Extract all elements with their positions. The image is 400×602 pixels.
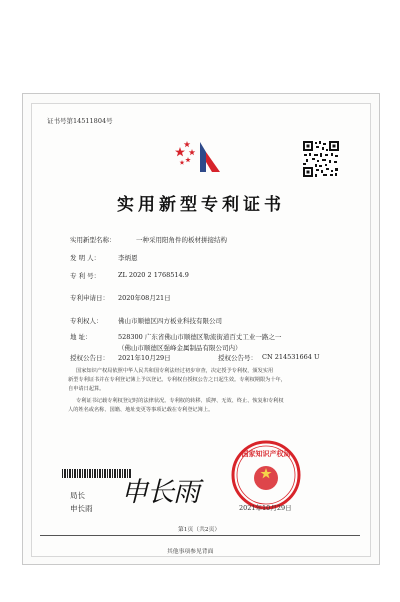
utility-model-name-value: 一种采用阳角件的板材拼接结构 bbox=[136, 236, 227, 244]
address-line-2: （佛山市顺德区强峰金属制品有限公司内） bbox=[118, 344, 242, 352]
patentee-value: 佛山市顺德区四方板业科技有限公司 bbox=[118, 317, 222, 325]
seal-date: 2021年10月29日 bbox=[239, 504, 292, 512]
certificate-title: 实用新型专利证书 bbox=[117, 195, 285, 215]
certificate-number: 证书号第14511804号 bbox=[47, 117, 113, 125]
inventor-label: 发 明 人： bbox=[70, 254, 101, 262]
director-title: 局长 bbox=[70, 491, 85, 500]
patentee-label: 专利权人： bbox=[70, 317, 103, 325]
body-paragraph-2-line-2: 人的姓名或名称、国籍、地址变更等事项记载在专利登记簿上。 bbox=[68, 407, 214, 413]
announcement-number-label: 授权公告号： bbox=[218, 354, 257, 362]
body-paragraph-1-line-2: 新型专利证书并在专利登记簿上予以登记。专利权自授权公告之日起生效。专利权期限为十年， bbox=[68, 377, 286, 383]
address-line-1: 528300 广东省佛山市顺德区勒流街道百丈工业一路之一 bbox=[118, 333, 282, 341]
address-label: 地 址： bbox=[70, 333, 92, 341]
grant-date-label: 授权公告日： bbox=[70, 354, 109, 362]
utility-model-name-label: 实用新型名称： bbox=[70, 236, 116, 244]
filing-date-value: 2020年08月21日 bbox=[118, 294, 171, 302]
body-paragraph-2-line-1: 专利证书记载专利权登记时的法律状况。专利权的转移、质押、无效、终止、恢复和专利权 bbox=[76, 398, 284, 404]
filing-date-label: 专利申请日： bbox=[70, 294, 109, 302]
director-name: 申长雨 bbox=[70, 504, 93, 513]
patent-number-value: ZL 2020 2 1768514.9 bbox=[118, 271, 189, 279]
patent-office-logo-icon bbox=[170, 138, 228, 178]
official-seal-icon bbox=[231, 440, 301, 510]
seal-text: 国家知识产权局 bbox=[241, 450, 291, 458]
body-paragraph-1-line-1: 国家知识产权局依照中华人民共和国专利法经过初步审查，决定授予专利权，颁发实用 bbox=[76, 368, 274, 374]
footer-divider bbox=[40, 535, 360, 536]
grant-date-value: 2021年10月29日 bbox=[118, 354, 171, 362]
patent-number-label: 专 利 号： bbox=[70, 272, 101, 280]
director-signature: 申长雨 bbox=[121, 477, 199, 508]
footer-note: 其他事项参见背面 bbox=[167, 549, 214, 555]
body-paragraph-1-line-3: 自申请日起算。 bbox=[68, 386, 105, 392]
inventor-value: 李炳恩 bbox=[118, 254, 138, 262]
page-indicator: 第1页（共2页） bbox=[178, 527, 221, 533]
announcement-number-value: CN 214531664 U bbox=[262, 353, 320, 361]
qr-code-icon bbox=[302, 140, 340, 178]
